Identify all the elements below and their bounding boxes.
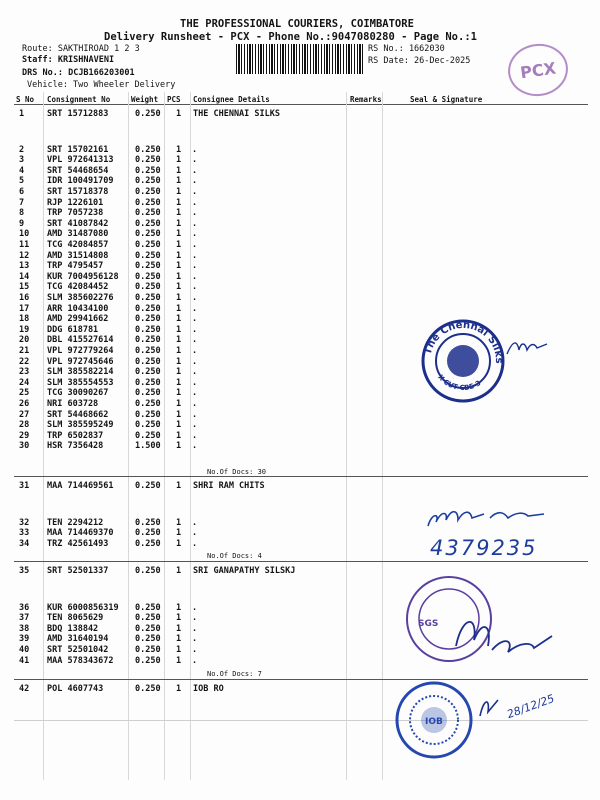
pieces: 1 — [176, 517, 182, 528]
drs-value: DCJB166203001 — [68, 68, 135, 78]
drs-label: DRS No.: — [22, 68, 63, 78]
consignment-number: SRT 15712883 — [47, 109, 109, 119]
chennai-silks-stamp — [420, 318, 506, 404]
weight: 1.500 — [135, 441, 161, 452]
weight: 0.250 — [135, 197, 161, 208]
consignment-number: SRT 15718378 — [47, 187, 109, 197]
consignee-placeholder: . — [192, 602, 198, 613]
weight: 0.250 — [135, 293, 161, 303]
consignee-placeholder: . — [192, 208, 198, 219]
weight: 0.250 — [135, 528, 161, 539]
weight: 0.250 — [135, 367, 161, 378]
weight: 0.250 — [135, 240, 161, 250]
weight: 0.250 — [135, 261, 161, 272]
serial-number: 22 — [19, 356, 30, 367]
staff: Staff: KRISHNAVENI — [22, 55, 115, 65]
pieces: 1 — [176, 420, 182, 431]
iob-stamp — [394, 680, 474, 760]
consignment-number: POL 4607743 — [47, 684, 104, 694]
consignment-number: NRI 603728 — [47, 399, 99, 409]
consignment-number: TCG 30090267 — [47, 388, 109, 399]
consignee-placeholder: . — [192, 176, 198, 187]
consignee-placeholder: . — [192, 623, 198, 634]
pieces: 1 — [176, 293, 182, 303]
consignment-number: VPL 972641313 — [47, 155, 114, 166]
weight: 0.250 — [135, 314, 161, 325]
pieces: 1 — [176, 430, 182, 441]
consignment-number: SRT 54468654 — [47, 165, 109, 176]
pieces: 1 — [176, 229, 182, 240]
signature-2 — [424, 504, 550, 532]
consignee-placeholder: . — [192, 377, 198, 388]
consignment-number: SLM 385582214 — [47, 367, 114, 378]
doc-count: No.Of Docs: 7 — [207, 670, 262, 678]
consignment-number: SRT 54468662 — [47, 409, 109, 420]
weight: 0.250 — [135, 409, 161, 420]
serial-number: 4 — [19, 165, 25, 176]
consignment-number: SLM 385602276 — [47, 293, 114, 303]
consignee-placeholder: . — [192, 346, 198, 356]
pieces: 1 — [176, 388, 182, 399]
serial-number: 16 — [19, 293, 30, 303]
grid-line — [382, 92, 383, 780]
serial-number: 17 — [19, 303, 30, 314]
pieces: 1 — [176, 655, 182, 666]
pieces: 1 — [176, 481, 182, 491]
consignee-placeholder: . — [192, 155, 198, 166]
grid-line — [164, 92, 165, 780]
pieces: 1 — [176, 218, 182, 229]
iob-stamp-text: IOB — [425, 717, 443, 727]
consignee-placeholder: . — [192, 538, 198, 549]
pieces: 1 — [176, 144, 182, 155]
rs-number: RS No.: 1662030 — [368, 44, 445, 54]
consignee-placeholder: . — [192, 261, 198, 272]
weight: 0.250 — [135, 538, 161, 549]
consignee-name: THE CHENNAI SILKS — [193, 109, 280, 119]
consignment-number: RJP 1226101 — [47, 197, 104, 208]
pieces: 1 — [176, 346, 182, 356]
pieces: 1 — [176, 324, 182, 335]
serial-number: 6 — [19, 187, 25, 197]
weight: 0.250 — [135, 165, 161, 176]
serial-number: 12 — [19, 250, 30, 261]
signature-4 — [476, 692, 506, 722]
weight: 0.250 — [135, 634, 161, 645]
weight: 0.250 — [135, 109, 161, 119]
weight: 0.250 — [135, 282, 161, 293]
consignee-placeholder: . — [192, 409, 198, 420]
consignee-placeholder: . — [192, 335, 198, 346]
consignment-number: MAA 714469561 — [47, 481, 114, 491]
consignment-number: TEN 8065629 — [47, 613, 104, 624]
doc-count: No.Of Docs: 30 — [207, 468, 267, 476]
pieces: 1 — [176, 684, 182, 694]
pieces: 1 — [176, 441, 182, 452]
consignment-number: SLM 385554553 — [47, 377, 114, 388]
col-sno: S No — [16, 95, 35, 104]
pieces: 1 — [176, 282, 182, 293]
consignee-placeholder: . — [192, 229, 198, 240]
weight: 0.250 — [135, 324, 161, 335]
col-seal: Seal & Signature — [410, 95, 483, 104]
grid-line — [346, 92, 347, 780]
consignee-placeholder: . — [192, 187, 198, 197]
consignee-placeholder: . — [192, 399, 198, 409]
pieces: 1 — [176, 538, 182, 549]
weight: 0.250 — [135, 388, 161, 399]
drs-number — [22, 68, 135, 78]
pieces: 1 — [176, 409, 182, 420]
consignment-number: MAA 714469370 — [47, 528, 114, 539]
serial-number: 28 — [19, 420, 30, 431]
weight: 0.250 — [135, 346, 161, 356]
serial-number: 40 — [19, 645, 30, 655]
consignment-number: SRT 52501042 — [47, 645, 109, 655]
signature-3 — [448, 606, 558, 666]
group-separator — [14, 476, 588, 477]
serial-number: 26 — [19, 399, 30, 409]
pieces: 1 — [176, 165, 182, 176]
col-pcs: PCS — [167, 95, 181, 104]
pieces: 1 — [176, 261, 182, 272]
company-name: THE PROFESSIONAL COURIERS, COIMBATORE — [180, 18, 414, 30]
serial-number: 36 — [19, 602, 30, 613]
grid-line — [128, 92, 129, 780]
weight: 0.250 — [135, 144, 161, 155]
consignment-number: DDG 618781 — [47, 324, 99, 335]
serial-number: 24 — [19, 377, 30, 388]
serial-number: 42 — [19, 684, 30, 694]
consignee-placeholder: . — [192, 218, 198, 229]
consignment-number: SLM 385595249 — [47, 420, 114, 431]
consignment-number: KUR 6000856319 — [47, 602, 119, 613]
consignment-number: ARR 10434100 — [47, 303, 109, 314]
serial-number: 39 — [19, 634, 30, 645]
route: Route: SAKTHIROAD 1 2 3 — [22, 44, 140, 54]
consignment-number: IDR 100491709 — [47, 176, 114, 187]
consignment-number: AMD 31640194 — [47, 634, 109, 645]
weight: 0.250 — [135, 566, 161, 576]
pieces: 1 — [176, 208, 182, 219]
consignee-placeholder: . — [192, 271, 198, 282]
grid-line — [190, 92, 191, 780]
pieces: 1 — [176, 109, 182, 119]
consignment-number: SRT 41087842 — [47, 218, 109, 229]
serial-number: 31 — [19, 481, 30, 491]
consignee-placeholder: . — [192, 420, 198, 431]
weight: 0.250 — [135, 377, 161, 388]
pieces: 1 — [176, 602, 182, 613]
consignee-placeholder: . — [192, 314, 198, 325]
serial-number: 18 — [19, 314, 30, 325]
serial-number: 15 — [19, 282, 30, 293]
serial-number: 38 — [19, 623, 30, 634]
consignment-number: AMD 29941662 — [47, 314, 109, 325]
consignment-number: DBL 415527614 — [47, 335, 114, 346]
pieces: 1 — [176, 377, 182, 388]
weight: 0.250 — [135, 208, 161, 219]
weight: 0.250 — [135, 430, 161, 441]
col-remarks: Remarks — [350, 95, 382, 104]
pieces: 1 — [176, 367, 182, 378]
consignee-placeholder: . — [192, 517, 198, 528]
doc-count: No.Of Docs: 4 — [207, 552, 262, 560]
consignment-number: KUR 7004956128 — [47, 271, 119, 282]
consignee-placeholder: . — [192, 655, 198, 666]
consignee-placeholder: . — [192, 528, 198, 539]
weight: 0.250 — [135, 176, 161, 187]
consignee-placeholder: . — [192, 613, 198, 624]
handwritten-date: 28/12/25 — [505, 691, 557, 722]
consignment-number: TEN 2294212 — [47, 517, 104, 528]
consignee-name: IOB RO — [193, 684, 224, 694]
sgs-stamp-text: SGS — [418, 619, 439, 629]
weight: 0.250 — [135, 303, 161, 314]
receiver-number: 4379235 — [430, 536, 538, 560]
weight: 0.250 — [135, 155, 161, 166]
consignee-name: SRI GANAPATHY SILSKJ — [193, 566, 296, 576]
weight: 0.250 — [135, 613, 161, 624]
barcode — [236, 44, 364, 74]
consignment-number: SRT 15702161 — [47, 144, 109, 155]
serial-number: 25 — [19, 388, 30, 399]
consignee-placeholder: . — [192, 356, 198, 367]
col-consignee: Consignee Details — [193, 95, 270, 104]
consignment-number: TCG 42084452 — [47, 282, 109, 293]
weight: 0.250 — [135, 187, 161, 197]
serial-number: 9 — [19, 218, 25, 229]
weight: 0.250 — [135, 684, 161, 694]
weight: 0.250 — [135, 517, 161, 528]
pieces: 1 — [176, 271, 182, 282]
serial-number: 32 — [19, 517, 30, 528]
serial-number: 21 — [19, 346, 30, 356]
consignment-number: SRT 52501337 — [47, 566, 109, 576]
consignee-placeholder: . — [192, 645, 198, 655]
chennai-silks-branch-text: X-CUT CBE-3 — [436, 373, 483, 393]
weight: 0.250 — [135, 229, 161, 240]
consignee-placeholder: . — [192, 250, 198, 261]
col-consignment: Consignment No — [47, 95, 111, 104]
weight: 0.250 — [135, 271, 161, 282]
consignee-placeholder: . — [192, 303, 198, 314]
serial-number: 7 — [19, 197, 25, 208]
weight: 0.250 — [135, 218, 161, 229]
group-separator — [14, 679, 588, 680]
pieces: 1 — [176, 314, 182, 325]
pieces: 1 — [176, 645, 182, 655]
consignee-placeholder: . — [192, 324, 198, 335]
weight: 0.250 — [135, 250, 161, 261]
consignment-number: VPL 972779264 — [47, 346, 114, 356]
consignee-placeholder: . — [192, 240, 198, 250]
consignee-name: SHRI RAM CHITS — [193, 481, 265, 491]
runsheet-title: Delivery Runsheet - PCX - Phone No.:9047080280 - Page No.:1 — [104, 31, 477, 43]
consignee-placeholder: . — [192, 144, 198, 155]
serial-number: 20 — [19, 335, 30, 346]
consignee-placeholder: . — [192, 293, 198, 303]
weight: 0.250 — [135, 420, 161, 431]
pieces: 1 — [176, 399, 182, 409]
pieces: 1 — [176, 176, 182, 187]
consignee-placeholder: . — [192, 388, 198, 399]
serial-number: 35 — [19, 566, 30, 576]
consignee-placeholder: . — [192, 282, 198, 293]
grid-line — [43, 92, 44, 780]
pieces: 1 — [176, 634, 182, 645]
weight: 0.250 — [135, 602, 161, 613]
pieces: 1 — [176, 250, 182, 261]
consignment-number: AMD 31514808 — [47, 250, 109, 261]
consignment-number: TRP 4795457 — [47, 261, 104, 272]
serial-number: 3 — [19, 155, 25, 166]
pieces: 1 — [176, 566, 182, 576]
col-weight: Weight — [131, 95, 159, 104]
group-separator — [14, 561, 588, 562]
header-rule — [14, 104, 588, 105]
serial-number: 27 — [19, 409, 30, 420]
weight: 0.250 — [135, 356, 161, 367]
signature-1 — [505, 336, 549, 358]
pieces: 1 — [176, 197, 182, 208]
weight: 0.250 — [135, 335, 161, 346]
serial-number: 14 — [19, 271, 30, 282]
vehicle: Vehicle: Two Wheeler Delivery — [27, 80, 176, 90]
consignment-number: BDQ 138842 — [47, 623, 99, 634]
serial-number: 10 — [19, 229, 30, 240]
serial-number: 11 — [19, 240, 30, 250]
consignee-placeholder: . — [192, 367, 198, 378]
weight: 0.250 — [135, 399, 161, 409]
serial-number: 33 — [19, 528, 30, 539]
consignee-placeholder: . — [192, 430, 198, 441]
consignment-number: TRP 6502837 — [47, 430, 104, 441]
serial-number: 23 — [19, 367, 30, 378]
serial-number: 37 — [19, 613, 30, 624]
pieces: 1 — [176, 528, 182, 539]
serial-number: 13 — [19, 261, 30, 272]
weight: 0.250 — [135, 481, 161, 491]
serial-number: 2 — [19, 144, 25, 155]
consignment-number: HSR 7356428 — [47, 441, 104, 452]
serial-number: 41 — [19, 655, 30, 666]
consignee-placeholder: . — [192, 197, 198, 208]
weight: 0.250 — [135, 645, 161, 655]
serial-number: 19 — [19, 324, 30, 335]
weight: 0.250 — [135, 655, 161, 666]
serial-number: 34 — [19, 538, 30, 549]
serial-number: 5 — [19, 176, 25, 187]
serial-number: 1 — [19, 109, 25, 119]
pieces: 1 — [176, 155, 182, 166]
pieces: 1 — [176, 187, 182, 197]
rs-date: RS Date: 26-Dec-2025 — [368, 56, 471, 66]
pieces: 1 — [176, 613, 182, 624]
serial-number: 8 — [19, 208, 25, 219]
consignee-placeholder: . — [192, 634, 198, 645]
consignment-number: AMD 31487080 — [47, 229, 109, 240]
pieces: 1 — [176, 240, 182, 250]
consignee-placeholder: . — [192, 441, 198, 452]
serial-number: 29 — [19, 430, 30, 441]
pieces: 1 — [176, 335, 182, 346]
consignment-number: VPL 972745646 — [47, 356, 114, 367]
pieces: 1 — [176, 303, 182, 314]
consignment-number: TRP 7057238 — [47, 208, 104, 219]
consignment-number: MAA 578343672 — [47, 655, 114, 666]
pieces: 1 — [176, 623, 182, 634]
chennai-silks-stamp-text: The Chennai Silks — [422, 319, 505, 364]
consignment-number: TCG 42084857 — [47, 240, 109, 250]
consignee-placeholder: . — [192, 165, 198, 176]
consignment-number: TRZ 42561493 — [47, 538, 109, 549]
weight: 0.250 — [135, 623, 161, 634]
pcx-stamp: PCX — [505, 40, 572, 100]
pieces: 1 — [176, 356, 182, 367]
serial-number: 30 — [19, 441, 30, 452]
